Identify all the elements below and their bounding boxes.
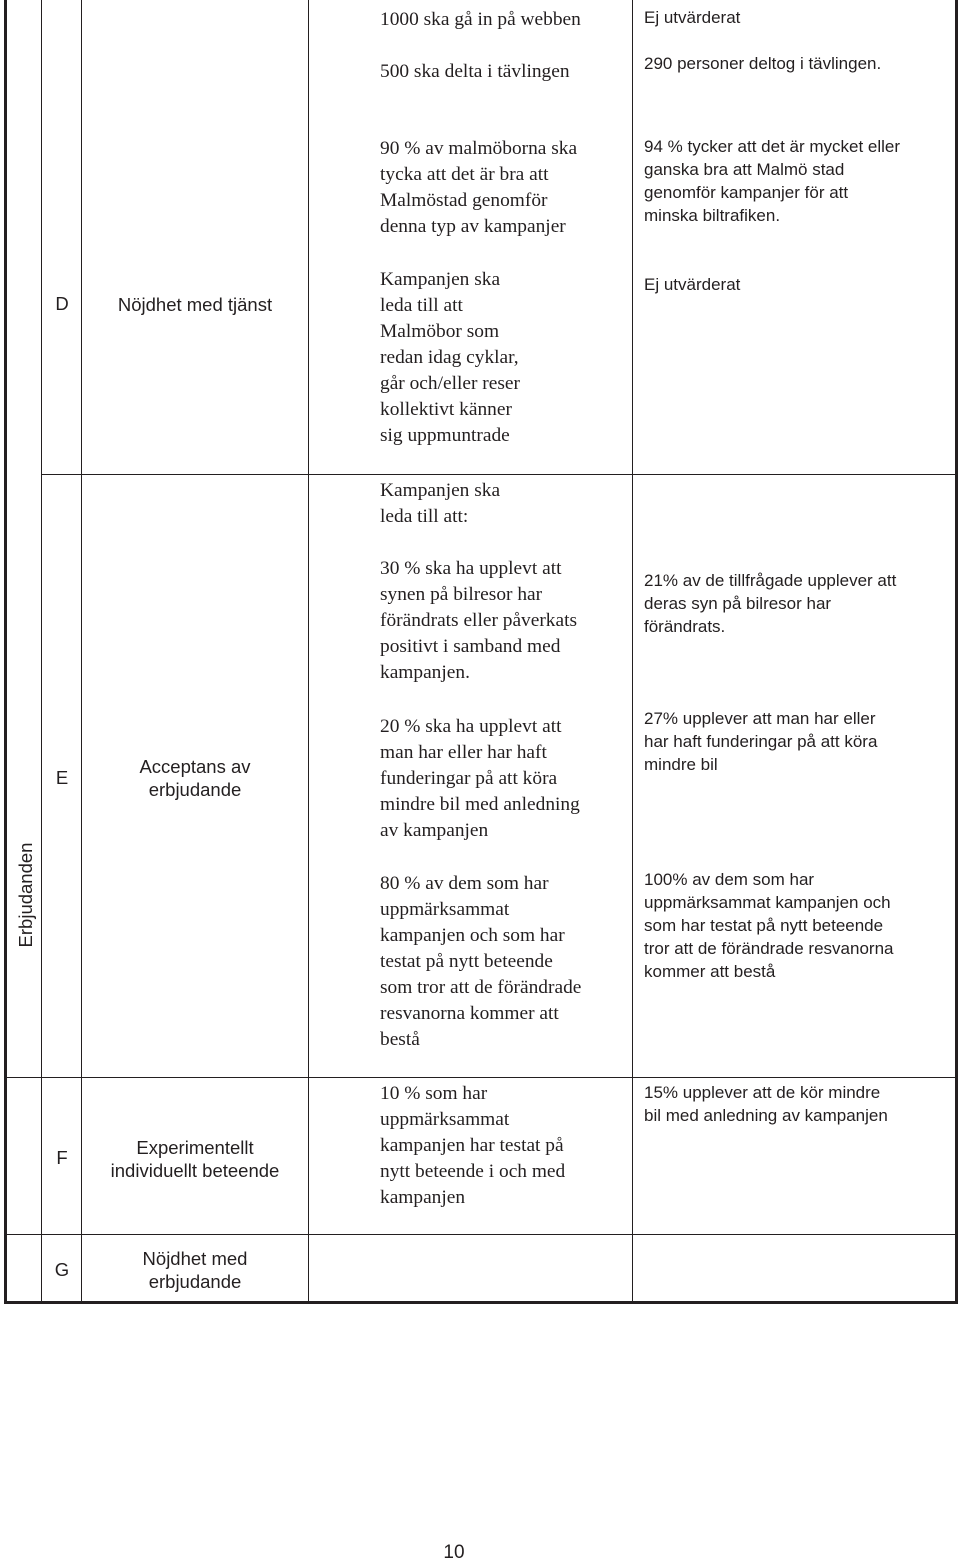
row-letter-d: D bbox=[55, 293, 69, 314]
goal-e-1: 30 % ska ha upplevt att synen på bilresor har förändrats eller påverkats positivt i samband med kampanjen. bbox=[380, 558, 578, 683]
result-e-1: 21% av de tillfrågade upplever att deras syn på bilresor har förändrats. bbox=[644, 571, 897, 636]
goal-approval: 90 % av malmöborna ska tycka att det är bra att Malmöstad genomför denna typ av kampanjer bbox=[380, 138, 578, 237]
column-divider bbox=[632, 0, 633, 1301]
result-f: 15% upplever att de kör mindre bil med anledning av kampanjen bbox=[644, 1083, 888, 1125]
result-e-2: 27% upplever att man har eller har haft funderingar på att köra mindre bil bbox=[644, 709, 878, 774]
column-divider bbox=[41, 0, 42, 1301]
group-label-erbjudanden: Erbjudanden bbox=[15, 842, 36, 948]
row-label-f: Experimentellt individuellt beteende bbox=[110, 1137, 280, 1181]
goal-f: 10 % som har uppmärksammat kampanjen har testat på nytt beteende i och med kampanjen bbox=[380, 1083, 566, 1208]
goal-e-3: 80 % av dem som har uppmärksammat kampanjen och som har testat på nytt beteende som tror att de förändrade resvanorna kommer att bestå bbox=[380, 873, 582, 1050]
row-letter-g: G bbox=[54, 1259, 70, 1280]
result-e-3: 100% av dem som har uppmärksammat kampanjen och som har testat på nytt beteende tror att de förändrade resvanorna kommer att bestå bbox=[644, 870, 894, 981]
row-label-g: Nöjdhet med erbjudande bbox=[142, 1248, 248, 1292]
goal-d: Kampanjen ska leda till att Malmöbor som redan idag cyklar, går och/eller reser kollektivt känner sig uppmuntrade bbox=[380, 269, 520, 446]
row-letter-f: F bbox=[56, 1147, 68, 1168]
goal-web-visits: 1000 ska gå in på webben bbox=[380, 9, 581, 30]
row-label-e: Acceptans av erbjudande bbox=[139, 756, 251, 800]
row-divider bbox=[41, 474, 955, 475]
column-divider bbox=[81, 0, 82, 1301]
result-web-visits: Ej utvärderat bbox=[644, 8, 741, 27]
row-label-d: Nöjdhet med tjänst bbox=[117, 294, 273, 315]
column-divider bbox=[308, 0, 309, 1301]
page-number: 10 bbox=[443, 1542, 465, 1563]
row-divider bbox=[4, 1234, 955, 1235]
row-divider bbox=[4, 1077, 955, 1078]
result-approval: 94 % tycker att det är mycket eller ganska bra att Malmö stad genomför kampanjer för att minska biltrafiken. bbox=[644, 137, 901, 225]
goal-e-2: 20 % ska ha upplevt att man har eller har haft funderingar på att köra mindre bil med anledning av kampanjen bbox=[380, 716, 580, 841]
goal-e-intro: Kampanjen ska leda till att: bbox=[380, 480, 501, 527]
result-competition: 290 personer deltog i tävlingen. bbox=[644, 54, 882, 73]
goal-competition: 500 ska delta i tävlingen bbox=[380, 61, 570, 82]
row-letter-e: E bbox=[55, 767, 69, 788]
result-d: Ej utvärderat bbox=[644, 275, 741, 294]
